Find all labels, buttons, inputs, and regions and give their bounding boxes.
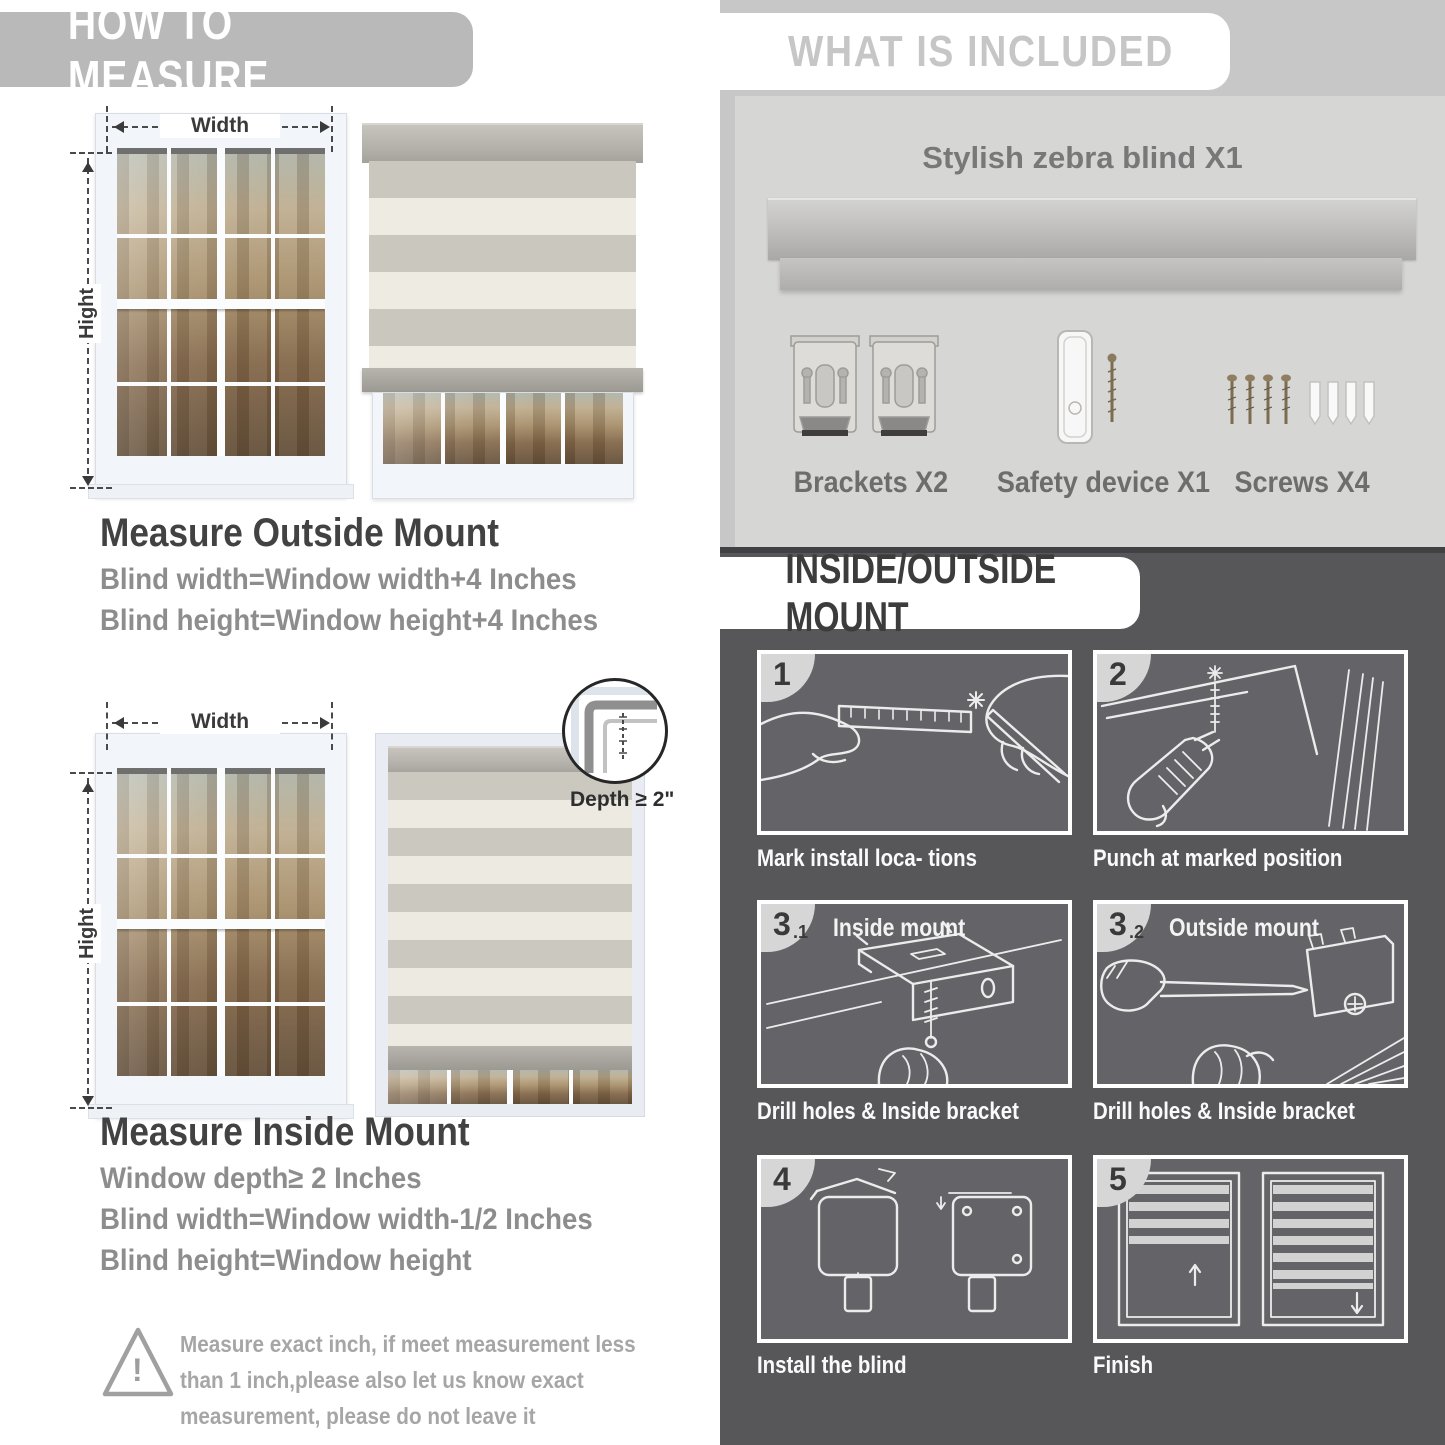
height-label: Hight [74,904,101,963]
blind-headrail-lip [780,258,1402,290]
window-glass [388,1070,632,1104]
muntin [561,393,565,464]
blind-cassette [362,123,643,163]
muntin [117,234,325,238]
step-3-2-badge: 3 .2 [1097,904,1151,952]
step-4-badge: 4 [761,1159,815,1207]
warning-note-line-2: than 1 inch,please also let us know exact [180,1367,584,1393]
step-3-2-panel [1093,900,1408,1088]
muntin [447,1070,451,1104]
window-glass [117,148,325,456]
step-4-caption: Install the blind [757,1352,907,1379]
screws-image [1222,370,1382,432]
muntin [117,1002,325,1006]
arrow-right-icon [320,717,336,729]
step-1-caption: Mark install loca- tions [757,845,977,872]
inside-outside-mount-banner [720,545,1140,640]
warning-exclamation: ! [132,1352,143,1388]
height-measure-tick [70,772,112,774]
warning-triangle-icon [98,1322,178,1406]
window-corner-detail [565,681,665,781]
step-3-1-label: Inside mount [833,914,966,942]
inside-outside-mount-title: INSIDE/OUTSIDE MOUNT [785,545,1057,640]
inside-mount-title: Measure Inside Mount [100,1110,470,1154]
step-3-2-caption: Drill holes & Inside bracket [1093,1098,1355,1125]
arrow-left-icon [108,717,124,729]
window-photo-inside [95,733,347,1117]
install-blind-drawing [761,1159,1068,1339]
mark-location-drawing [761,654,1068,831]
height-measure-tick [70,152,112,154]
blind-stripes [369,161,636,368]
inside-mount-line-1: Window depth≥ 2 Inches [100,1162,422,1195]
arrow-down-icon [82,476,94,492]
brackets-image [790,333,940,445]
step-1-panel [757,650,1072,835]
step-2-panel [1093,650,1408,835]
blind-item-label: Stylish zebra blind X1 [922,140,1243,175]
muntin [507,1070,513,1104]
muntin [117,919,325,929]
blind-bottom-rail [362,368,643,392]
height-label: Hight [74,284,101,343]
safety-device-image [1050,328,1130,454]
screws-label: Screws X4 [1234,466,1370,499]
inside-mount-line-2: Blind width=Window width-1/2 Inches [100,1203,593,1236]
inside-mount-line-3: Blind height=Window height [100,1244,472,1277]
step-5-caption: Finish [1093,1352,1154,1379]
step-1-badge: 1 [761,654,815,702]
muntin [569,1070,573,1104]
how-to-measure-banner [0,0,473,103]
arrow-up-icon [82,156,94,172]
zebra-blind-outside-example [362,123,643,497]
blind-bottom-rail [388,1046,632,1070]
step-2-caption: Punch at marked position [1093,845,1343,872]
warning-note-line-1: Measure exact inch, if meet measurement less [180,1331,636,1357]
arrow-up-icon [82,776,94,792]
step-4-panel [757,1155,1072,1343]
step-2-badge: 2 [1097,654,1151,702]
width-label: Width [160,114,280,138]
window-photo-outside [95,113,347,497]
outside-mount-line-2: Blind height=Window height+4 Inches [100,604,599,637]
safety-device-label: Safety device X1 [996,466,1210,499]
step-5-badge: 5 [1097,1159,1151,1207]
arrow-right-icon [320,121,336,133]
outside-mount-line-1: Blind width=Window width+4 Inches [100,563,577,596]
step-3-1-badge: 3 .1 [761,904,815,952]
warning-note-line-3: measurement, please do not leave it [180,1403,536,1429]
how-to-measure-title: HOW TO MEASURE [67,0,270,103]
step-5-panel [1093,1155,1408,1343]
finish-drawing [1097,1159,1404,1339]
what-is-included-title: WHAT IS INCLUDED [788,26,1174,76]
blind-stripes [388,772,632,1046]
muntin [117,854,325,858]
window-sill [88,484,354,499]
muntin [500,393,506,464]
window-glass [117,768,325,1076]
step-3-1-caption: Drill holes & Inside bracket [757,1098,1019,1125]
width-label: Width [160,710,280,734]
step-3-2-label: Outside mount [1169,914,1319,942]
step-3-1-panel [757,900,1072,1088]
muntin [117,299,325,309]
brackets-label: Brackets X2 [793,466,949,499]
what-is-included-banner [720,13,1230,90]
blind-headrail-image [768,198,1416,260]
muntin [117,382,325,386]
depth-detail-magnifier [562,678,668,784]
depth-callout-label: Depth ≥ 2" [570,788,675,811]
arrow-left-icon [108,121,124,133]
muntin [441,393,445,464]
drill-drawing [1097,654,1404,831]
outside-mount-title: Measure Outside Mount [100,511,499,555]
window-glass [383,393,623,464]
window-below-blind [372,392,634,499]
arrow-down-icon [82,1096,94,1112]
